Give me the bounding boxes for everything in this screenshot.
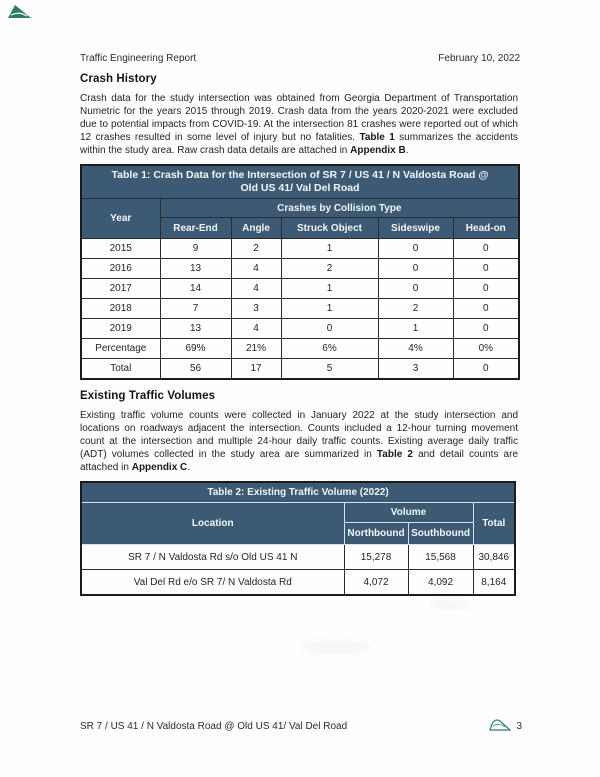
- traffic-volumes-heading: Existing Traffic Volumes: [80, 390, 216, 402]
- report-title-text: Traffic Engineering Report: [80, 53, 197, 64]
- page-content: [80, 73, 518, 596]
- page-header-meta: [80, 53, 520, 64]
- table1-crash-data: [80, 164, 520, 380]
- table1-row-label-cell: 2016: [81, 259, 160, 279]
- table1-row-label-cell: 2018: [81, 299, 160, 319]
- table1-row-label-cell: Total: [81, 359, 160, 380]
- page-number: 3: [516, 720, 522, 732]
- scan-smudge: [300, 640, 370, 654]
- table2-reference: Table 2: [376, 449, 413, 460]
- table1-year-header: Year: [81, 199, 160, 239]
- table1-value-cell: 7: [160, 299, 231, 319]
- table2-row: [81, 545, 515, 570]
- corner-triangle-logo-icon: [7, 4, 32, 24]
- table1-value-cell: 0: [378, 279, 453, 299]
- table2-northbound-cell: 4,072: [344, 570, 408, 596]
- table1-value-cell: 0: [378, 239, 453, 259]
- paragraph-text: summarizes the accidents within the study area. Raw crash data details are attached in: [80, 132, 518, 156]
- table1-value-cell: 17: [231, 359, 281, 380]
- table1-collision-type-header: Crashes by Collision Type: [160, 199, 519, 218]
- table1-value-cell: 6%: [281, 339, 378, 359]
- paragraph-text: and detail counts are attached in: [80, 449, 519, 473]
- table1-value-cell: 0: [453, 259, 519, 279]
- table1-value-cell: 2: [378, 299, 453, 319]
- table2-southbound-cell: 15,568: [408, 545, 473, 570]
- table1-value-cell: 56: [160, 359, 231, 380]
- table1-value-cell: 13: [160, 319, 231, 339]
- table2-total-header: Total: [473, 503, 515, 545]
- table1-row-label-cell: 2019: [81, 319, 160, 339]
- table2-col-northbound: Northbound: [344, 523, 408, 545]
- table1-value-cell: 1: [281, 279, 378, 299]
- table2-location-cell: SR 7 / N Valdosta Rd s/o Old US 41 N: [81, 545, 344, 570]
- table2-southbound-cell: 4,092: [408, 570, 473, 596]
- appendix-b-reference: Appendix B: [350, 145, 406, 156]
- table1-row-label-cell: 2015: [81, 239, 160, 259]
- paragraph-text: Existing traffic volume counts were collected in January 2022 at the study intersection and locations on roadways adjacent the intersection. Counts included a 12-hour turning movement count at the intersection and multiple 24-hour daily traffic counts. Existing average daily traffic (ADT) volumes collected in the study area are summarized in: [80, 410, 518, 460]
- table1-row: [81, 359, 519, 380]
- table1-value-cell: 69%: [160, 339, 231, 359]
- table1-value-cell: 3: [231, 299, 281, 319]
- table2-traffic-volume: [80, 481, 516, 596]
- table2-location-header: Location: [81, 503, 344, 545]
- table2-row: [81, 570, 515, 596]
- table1-value-cell: 1: [281, 299, 378, 319]
- table1-value-cell: 13: [160, 259, 231, 279]
- table1-value-cell: 0: [281, 319, 378, 339]
- table1-title: Table 1: Crash Data for the Intersection of SR 7 / US 41 / N Valdosta Road @ Old US 41/ Val Del Road: [81, 165, 519, 199]
- table1-row: [81, 239, 519, 259]
- table2-total-cell: 8,164: [473, 570, 515, 596]
- table1-header: [81, 165, 519, 239]
- table1-value-cell: 0: [453, 279, 519, 299]
- table1-value-cell: 4%: [378, 339, 453, 359]
- table1-row: [81, 319, 519, 339]
- table1-value-cell: 21%: [231, 339, 281, 359]
- scan-smudge: [430, 600, 470, 610]
- mountain-logo-icon: [489, 718, 511, 734]
- table1-value-cell: 0: [453, 359, 519, 380]
- table2-header: [81, 482, 515, 545]
- table1-row: [81, 339, 519, 359]
- table1-col-head-on: Head-on: [453, 218, 519, 239]
- table1-row: [81, 259, 519, 279]
- table2-northbound-cell: 15,278: [344, 545, 408, 570]
- table1-row-label-cell: 2017: [81, 279, 160, 299]
- table2-volume-header: Volume: [344, 503, 473, 523]
- table1-row-label-cell: Percentage: [81, 339, 160, 359]
- table2-title: Table 2: Existing Traffic Volume (2022): [81, 482, 515, 503]
- table2-col-southbound: Southbound: [408, 523, 473, 545]
- table2-location-cell: Val Del Rd e/o SR 7/ N Valdosta Rd: [81, 570, 344, 596]
- table1-value-cell: 2: [231, 239, 281, 259]
- table1-value-cell: 9: [160, 239, 231, 259]
- table1-reference: Table 1: [359, 132, 395, 143]
- report-date-text: February 10, 2022: [438, 53, 520, 64]
- table1-col-angle: Angle: [231, 218, 281, 239]
- table1-value-cell: 14: [160, 279, 231, 299]
- table1-value-cell: 0: [453, 319, 519, 339]
- footer-route-text: SR 7 / US 41 / N Valdosta Road @ Old US 41/ Val Del Road: [80, 720, 348, 732]
- table1-value-cell: 3: [378, 359, 453, 380]
- page-footer: [80, 718, 522, 734]
- paragraph-text: .: [187, 462, 191, 473]
- paragraph-text: Crash data for the study intersection was obtained from Georgia Department of Transportation Numetric for the years 2015 through 2019. Crash data from the years 2020-2021 were excluded due to potential impacts from COVID-19. At the intersection 81 crashes were reported out of which 12 crashes resulted in some level of injury but no fatalities.: [80, 93, 518, 143]
- table2-body: [81, 545, 515, 596]
- crash-history-heading: Crash History: [80, 73, 157, 85]
- traffic-volumes-paragraph: [80, 409, 518, 474]
- table1-row: [81, 299, 519, 319]
- crash-history-paragraph: [80, 92, 518, 157]
- table1-value-cell: 4: [231, 319, 281, 339]
- table1-body: [81, 239, 519, 380]
- table1-value-cell: 0%: [453, 339, 519, 359]
- table1-value-cell: 4: [231, 259, 281, 279]
- table1-value-cell: 4: [231, 279, 281, 299]
- footer-right-group: [489, 718, 522, 734]
- table1-col-struck-object: Struck Object: [281, 218, 378, 239]
- table1-value-cell: 0: [378, 259, 453, 279]
- paragraph-text: .: [405, 145, 409, 156]
- table1-value-cell: 0: [453, 239, 519, 259]
- table1-value-cell: 5: [281, 359, 378, 380]
- table1-value-cell: 1: [378, 319, 453, 339]
- table1-col-rear-end: Rear-End: [160, 218, 231, 239]
- table1-value-cell: 1: [281, 239, 378, 259]
- table1-value-cell: 2: [281, 259, 378, 279]
- table1-value-cell: 0: [453, 299, 519, 319]
- table1-col-sideswipe: Sideswipe: [378, 218, 453, 239]
- appendix-c-reference: Appendix C: [131, 462, 188, 473]
- table1-row: [81, 279, 519, 299]
- table2-total-cell: 30,846: [473, 545, 515, 570]
